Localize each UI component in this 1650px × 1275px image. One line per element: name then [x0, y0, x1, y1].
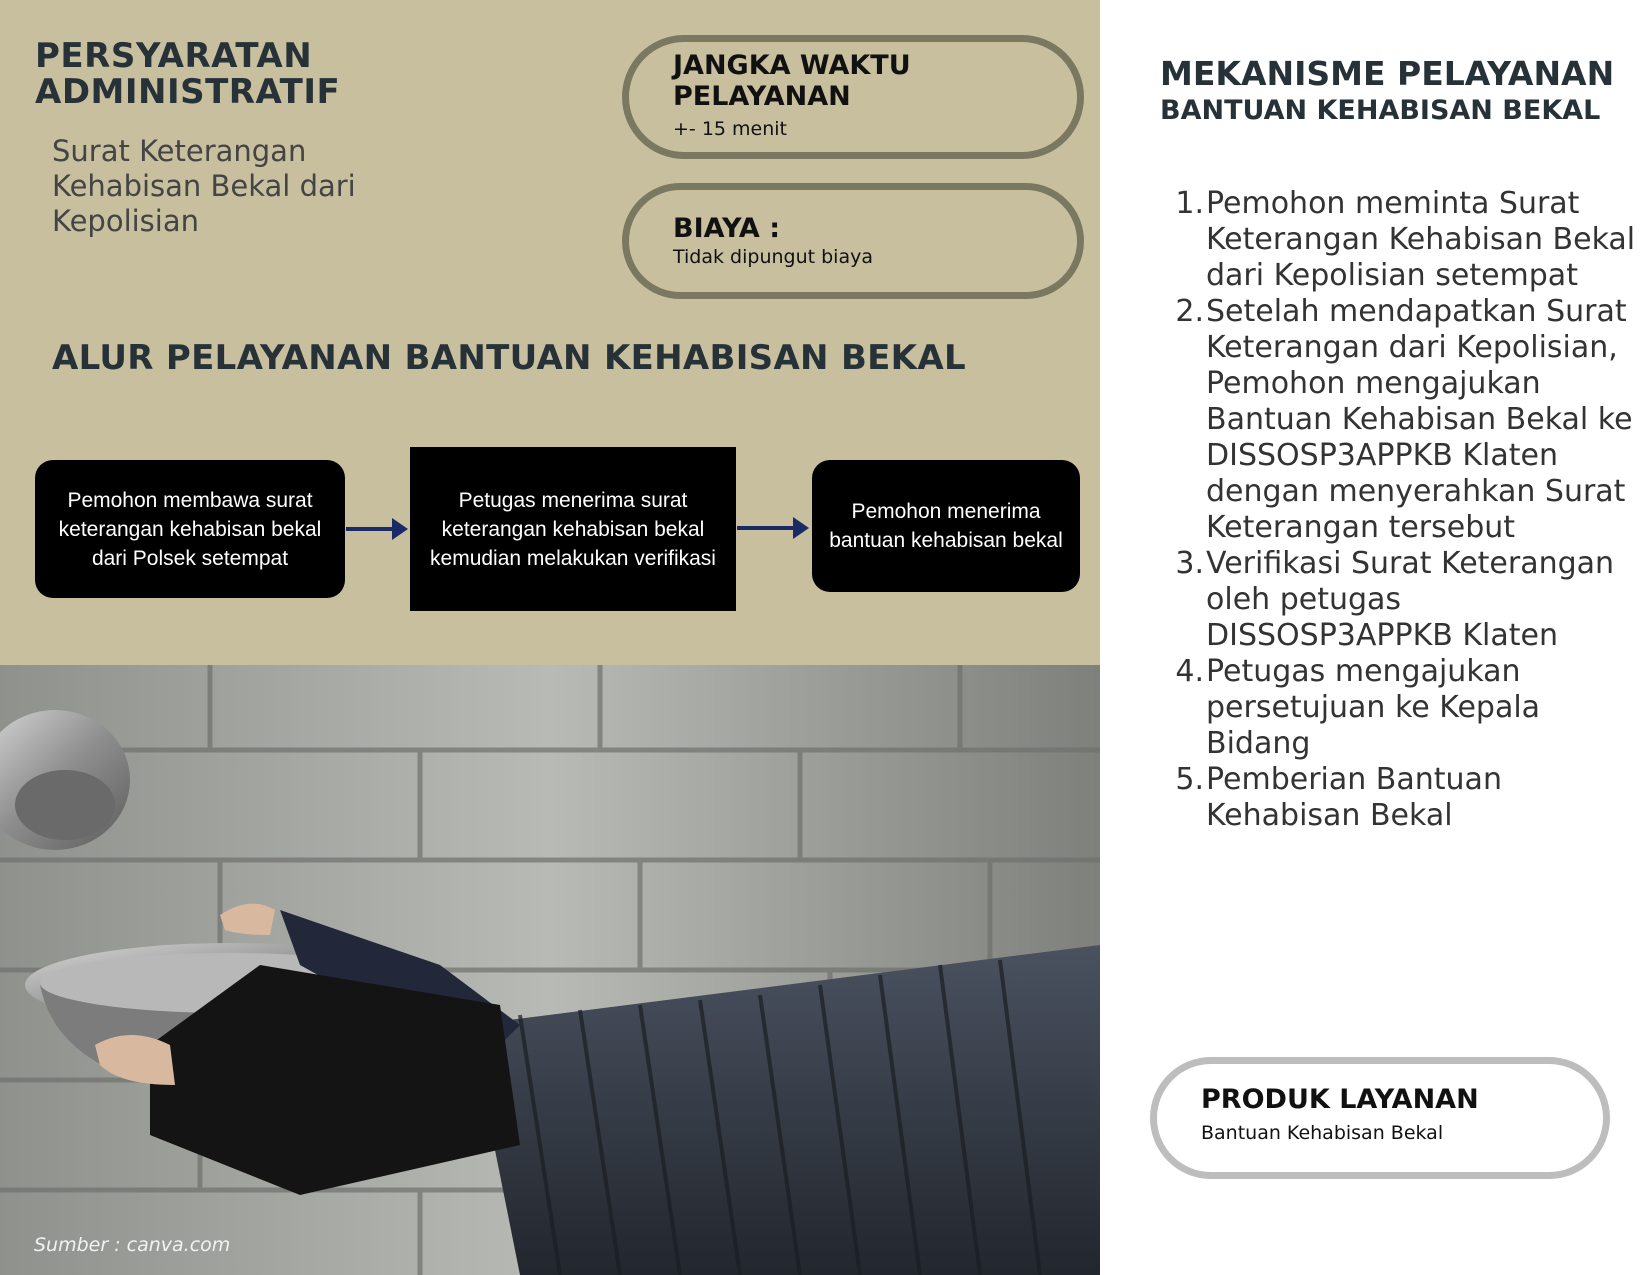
list-item: [1160, 186, 1640, 294]
flow-step-2: Petugas menerima surat keterangan kehabisan bekal kemudian melakukan verifikasi: [410, 447, 736, 611]
duration-title-line1: JANGKA WAKTU: [673, 50, 911, 81]
step-text: Verifikasi Surat Keterangan oleh petugas DISSOSP3APPKB Klaten: [1206, 546, 1615, 653]
duration-value: +- 15 menit: [673, 118, 787, 140]
cost-value: Tidak dipungut biaya: [673, 246, 873, 268]
duration-title-line2: PELAYANAN: [673, 81, 851, 112]
step-text: Petugas mengajukan persetujuan ke Kepala Bidang: [1206, 654, 1541, 761]
photo-credit: Sumber : canva.com: [34, 1234, 231, 1256]
mechanism-subtitle: BANTUAN KEHABISAN BEKAL: [1160, 95, 1601, 126]
step-text: Pemohon meminta Surat Keterangan Kehabisan Bekal dari Kepolisian setempat: [1206, 186, 1636, 293]
list-item: [1160, 294, 1640, 546]
flow-step-3: Pemohon menerima bantuan kehabisan bekal: [812, 460, 1080, 592]
info-panel: [0, 0, 1100, 665]
duration-pill: [622, 35, 1084, 159]
step-number: 2.: [1175, 294, 1204, 329]
requirements-body: Surat Keterangan Kehabisan Bekal dari Kepolisian: [52, 134, 356, 238]
flow-arrow-1: [346, 527, 396, 531]
flow-title: ALUR PELAYANAN BANTUAN KEHABISAN BEKAL: [52, 338, 966, 378]
flow-arrow-2: [737, 526, 797, 530]
step-number: 5.: [1175, 762, 1204, 797]
photo: [0, 665, 1100, 1275]
step-number: 1.: [1175, 186, 1204, 221]
cost-title: BIAYA :: [673, 213, 780, 244]
product-title: PRODUK LAYANAN: [1201, 1084, 1479, 1115]
duration-title: [673, 50, 911, 112]
step-text: Setelah mendapatkan Surat Keterangan dari Kepolisian, Pemohon mengajukan Bantuan Kehabisan Bekal ke DISSOSP3APPKB Klaten dengan menyerahkan Surat Keterangan tersebut: [1206, 294, 1633, 545]
cost-pill: [622, 183, 1084, 299]
requirements-title-line1: PERSYARATAN: [35, 36, 313, 76]
list-item: [1160, 762, 1640, 834]
requirements-title: [35, 38, 340, 110]
mechanism-steps: [1160, 186, 1640, 834]
step-number: 4.: [1175, 654, 1204, 689]
list-item: [1160, 654, 1640, 762]
requirements-title-line2: ADMINISTRATIF: [35, 72, 341, 112]
step-text: Pemberian Bantuan Kehabisan Bekal: [1206, 762, 1502, 833]
product-value: Bantuan Kehabisan Bekal: [1201, 1122, 1444, 1144]
list-item: [1160, 546, 1640, 654]
step-number: 3.: [1175, 546, 1204, 581]
outstretched-hands-illustration: [0, 665, 1100, 1275]
product-pill: [1150, 1057, 1610, 1179]
flow-step-1: Pemohon membawa surat keterangan kehabisan bekal dari Polsek setempat: [35, 460, 345, 598]
mechanism-title: MEKANISME PELAYANAN: [1160, 54, 1615, 93]
